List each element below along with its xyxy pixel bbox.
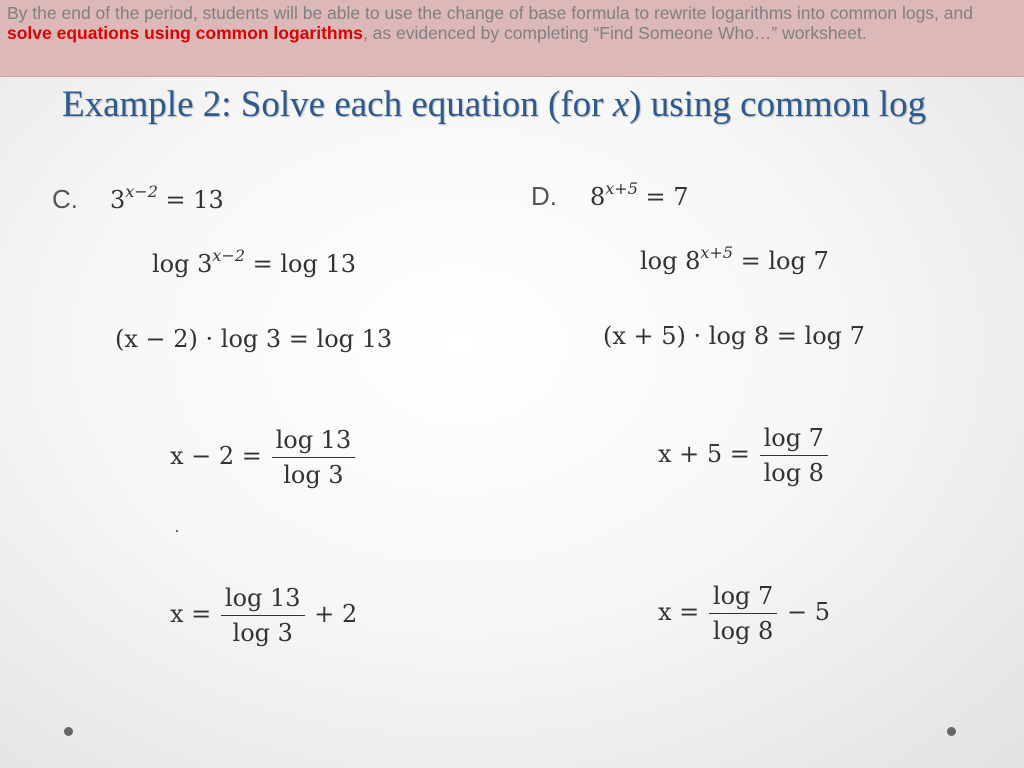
c-step4-lhs: x = [170,600,212,628]
d-step4-numerator: log 7 [709,582,777,614]
d-step1-exp: x+5 [700,243,733,262]
d-step1-rhs: = log 7 [740,247,829,275]
d-step4-lhs: x = [658,598,700,626]
c-base: 3 [110,186,126,214]
c-step-4 [170,584,357,647]
c-step3-fraction [272,426,356,489]
d-step3-fraction [760,424,828,487]
problem-c-label: C. [52,184,78,214]
problem-c-equation [110,182,224,214]
c-step3-numerator: log 13 [272,426,356,458]
d-rhs: = 7 [645,183,689,211]
c-step4-numerator: log 13 [221,584,305,616]
c-step1-rhs: = log 13 [252,250,357,278]
d-step-4 [658,582,830,645]
objective-text-after: , as evidenced by completing “Find Someone Who…” worksheet. [362,23,867,43]
c-step-3 [170,426,357,489]
d-exponent: x+5 [605,179,638,198]
corner-dot-right [947,727,956,736]
slide-title [62,82,962,128]
objective-text-before: By the end of the period, students will be able to use the change of base formula to rewrite logarithms into common logs, and [7,3,973,23]
d-step4-denominator: log 8 [712,617,774,645]
objective-banner [0,0,1024,77]
c-step4-rhs: + 2 [314,600,358,628]
title-prefix: Example 2: Solve each equation (for [62,84,613,125]
c-step1-exp: x−2 [212,246,245,265]
problem-d-label: D. [531,181,557,211]
c-step3-lhs: x − 2 = [170,442,262,470]
c-step-2: (x − 2) · log 3 = log 13 [115,325,393,353]
c-rhs: = 13 [165,186,224,214]
title-suffix: ) using common log [629,84,927,125]
c-step3-denominator: log 3 [283,461,344,489]
d-step3-denominator: log 8 [763,459,824,487]
d-step-3 [658,424,830,487]
c-step1-pre: log 3 [152,250,213,278]
d-step3-lhs: x + 5 = [658,440,750,468]
c-step4-denominator: log 3 [232,619,293,647]
title-variable: x [612,84,630,125]
d-base: 8 [590,183,606,211]
c-step-1 [152,246,357,278]
problem-d-equation [590,179,689,211]
corner-dot-left [64,727,73,736]
d-step1-pre: log 8 [640,247,701,275]
d-step-2: (x + 5) · log 8 = log 7 [603,322,865,350]
stray-dot [176,530,178,532]
objective-highlight: solve equations using common logarithms [7,23,363,43]
d-step3-numerator: log 7 [760,424,828,456]
objective-text [7,3,1017,43]
d-step4-rhs: − 5 [786,598,830,626]
d-step4-fraction [709,582,777,645]
c-exponent: x−2 [125,182,158,201]
d-step-1 [640,243,829,275]
c-step4-fraction [221,584,305,647]
